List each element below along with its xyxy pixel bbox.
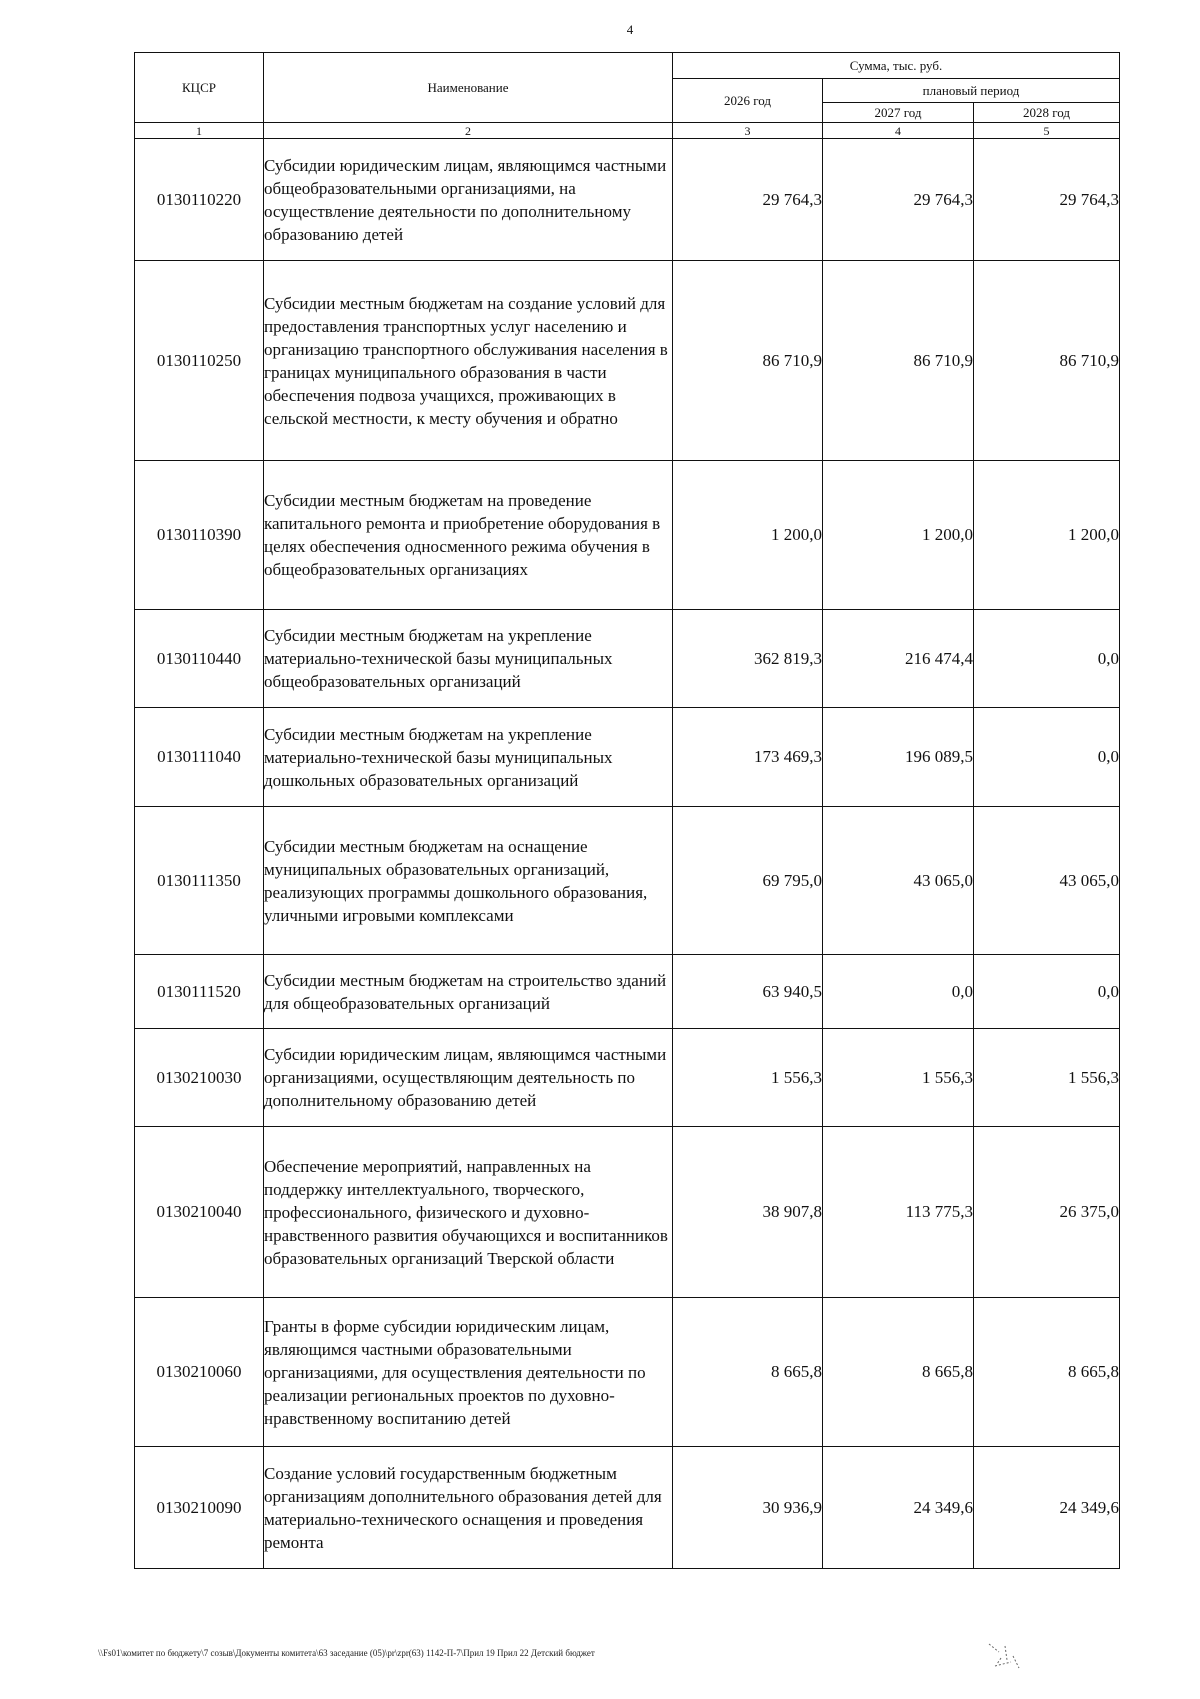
header-code: КЦСР (135, 53, 264, 123)
row-code: 0130110390 (135, 461, 264, 610)
table-row (135, 955, 1120, 1029)
row-amount-2027: 24 349,6 (823, 1447, 974, 1569)
row-name: Субсидии юридическим лицам, являющимся частными общеобразовательными организациями, на осуществление деятельности по дополнительному образованию детей (264, 139, 673, 261)
row-amount-2027: 196 089,5 (823, 708, 974, 807)
row-amount-2028: 86 710,9 (974, 261, 1120, 461)
row-code: 0130210040 (135, 1127, 264, 1298)
row-amount-2028: 0,0 (974, 955, 1120, 1029)
row-code: 0130210090 (135, 1447, 264, 1569)
row-amount-2027: 216 474,4 (823, 610, 974, 708)
row-name: Субсидии местным бюджетам на строительство зданий для общеобразовательных организаций (264, 955, 673, 1029)
column-number: 1 (135, 123, 264, 139)
row-name: Обеспечение мероприятий, направленных на поддержку интеллектуального, творческого, профессионального, физического и духовно-нравственного развития обучающихся и воспитанников образовательных организаций Тверской области (264, 1127, 673, 1298)
header-year-2028: 2028 год (974, 103, 1120, 123)
row-amount-2028: 43 065,0 (974, 807, 1120, 955)
row-amount-2026: 362 819,3 (673, 610, 823, 708)
row-amount-2026: 38 907,8 (673, 1127, 823, 1298)
row-code: 0130210030 (135, 1029, 264, 1127)
header-name: Наименование (264, 53, 673, 123)
row-amount-2026: 1 556,3 (673, 1029, 823, 1127)
row-code: 0130110440 (135, 610, 264, 708)
table-row (135, 261, 1120, 461)
row-amount-2028: 1 200,0 (974, 461, 1120, 610)
row-amount-2026: 69 795,0 (673, 807, 823, 955)
row-code: 0130111350 (135, 807, 264, 955)
row-amount-2027: 1 556,3 (823, 1029, 974, 1127)
table-row (135, 1029, 1120, 1127)
row-code: 0130210060 (135, 1298, 264, 1447)
row-amount-2026: 63 940,5 (673, 955, 823, 1029)
budget-table (134, 52, 1120, 1569)
row-amount-2026: 30 936,9 (673, 1447, 823, 1569)
row-amount-2028: 26 375,0 (974, 1127, 1120, 1298)
column-number-row (135, 123, 1120, 139)
row-amount-2027: 0,0 (823, 955, 974, 1029)
table-row (135, 807, 1120, 955)
row-code: 0130110220 (135, 139, 264, 261)
row-amount-2028: 24 349,6 (974, 1447, 1120, 1569)
table-row (135, 1127, 1120, 1298)
row-code: 0130111040 (135, 708, 264, 807)
row-amount-2027: 43 065,0 (823, 807, 974, 955)
page-number: 4 (626, 22, 634, 37)
header-year-2026: 2026 год (673, 79, 823, 123)
row-amount-2027: 29 764,3 (823, 139, 974, 261)
row-amount-2027: 86 710,9 (823, 261, 974, 461)
row-amount-2026: 29 764,3 (673, 139, 823, 261)
row-amount-2028: 0,0 (974, 708, 1120, 807)
row-name: Субсидии юридическим лицам, являющимся частными организациями, осуществляющим деятельность по дополнительному образованию детей (264, 1029, 673, 1127)
row-name: Субсидии местным бюджетам на создание условий для предоставления транспортных услуг населению и организацию транспортного обслуживания населения в границах муниципального образования в части обеспечения подвоза учащихся, проживающих в сельской местности, к месту обучения и обратно (264, 261, 673, 461)
row-name: Субсидии местным бюджетам на оснащение муниципальных образовательных организаций, реализующих программы дошкольного образования, уличными игровыми комплексами (264, 807, 673, 955)
table-row (135, 708, 1120, 807)
row-amount-2028: 1 556,3 (974, 1029, 1120, 1127)
row-name: Гранты в форме субсидии юридическим лицам, являющимся частными образовательными организациями, для осуществления деятельности по реализации региональных проектов по духовно-нравственному воспитанию детей (264, 1298, 673, 1447)
row-amount-2026: 86 710,9 (673, 261, 823, 461)
row-amount-2027: 8 665,8 (823, 1298, 974, 1447)
table-row (135, 1447, 1120, 1569)
column-number: 2 (264, 123, 673, 139)
row-amount-2028: 8 665,8 (974, 1298, 1120, 1447)
row-code: 0130111520 (135, 955, 264, 1029)
row-amount-2026: 173 469,3 (673, 708, 823, 807)
header-sum: Сумма, тыс. руб. (673, 53, 1120, 79)
header-year-2027: 2027 год (823, 103, 974, 123)
header-planned-period: плановый период (823, 79, 1120, 103)
table-row (135, 139, 1120, 261)
table-row (135, 1298, 1120, 1447)
row-amount-2027: 113 775,3 (823, 1127, 974, 1298)
row-amount-2028: 29 764,3 (974, 139, 1120, 261)
footer-file-path: \\Fs01\комитет по бюджету\7 созыв\Документы комитета\63 заседание (05)\pr\zpr(63) 1142-П-7\Прил 19 Прил 22 Детский бюджет (98, 1648, 595, 1658)
row-amount-2026: 8 665,8 (673, 1298, 823, 1447)
table-row (135, 461, 1120, 610)
column-number: 5 (974, 123, 1120, 139)
row-name: Субсидии местным бюджетам на укрепление материально-технической базы муниципальных общеобразовательных организаций (264, 610, 673, 708)
row-code: 0130110250 (135, 261, 264, 461)
row-amount-2026: 1 200,0 (673, 461, 823, 610)
table-row (135, 610, 1120, 708)
column-number: 4 (823, 123, 974, 139)
row-name: Создание условий государственным бюджетным организациям дополнительного образования детей для материально-технического оснащения и проведения ремонта (264, 1447, 673, 1569)
column-number: 3 (673, 123, 823, 139)
row-amount-2027: 1 200,0 (823, 461, 974, 610)
row-name: Субсидии местным бюджетам на проведение капитального ремонта и приобретение оборудования в целях обеспечения односменного режима обучения в общеобразовательных организациях (264, 461, 673, 610)
scan-mark (985, 1638, 1025, 1672)
row-amount-2028: 0,0 (974, 610, 1120, 708)
row-name: Субсидии местным бюджетам на укрепление материально-технической базы муниципальных дошкольных образовательных организаций (264, 708, 673, 807)
